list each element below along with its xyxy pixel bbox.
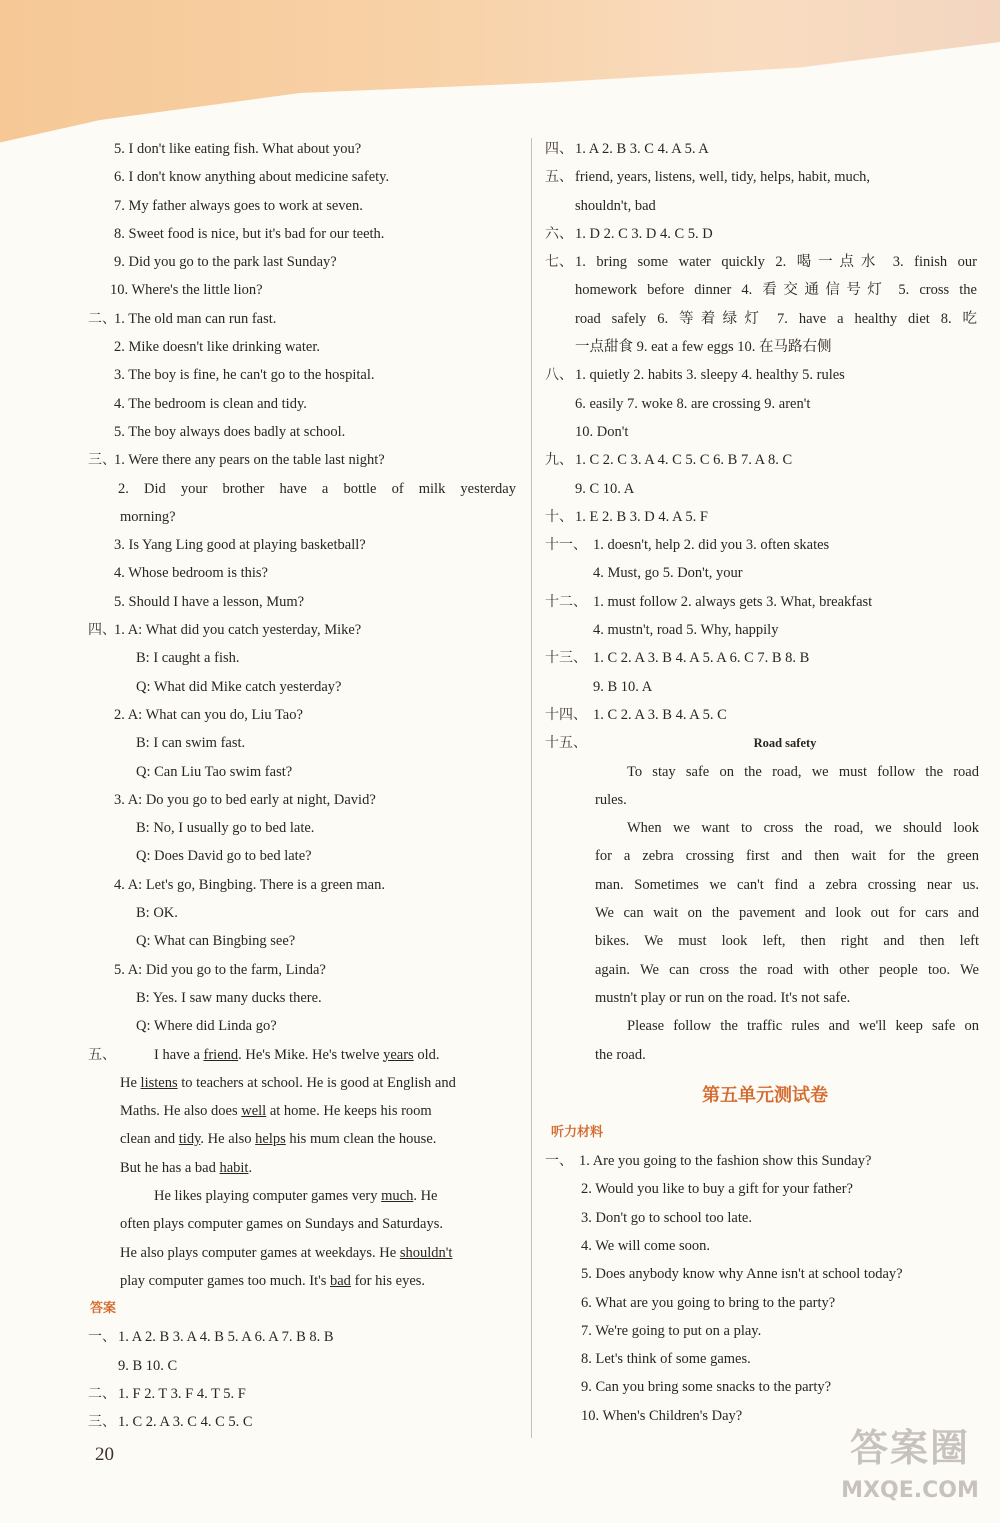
dialogue-question: Q: What did Mike catch yesterday? <box>136 678 342 695</box>
listening-item: 3. Don't go to school too late. <box>581 1209 752 1226</box>
header-banner <box>0 0 1000 150</box>
dialogue-line: 2. A: What can you do, Liu Tao? <box>114 706 303 723</box>
dialogue-line: 1. A: What did you catch yesterday, Mike? <box>114 622 362 639</box>
section-marker: 三、 <box>88 1414 116 1431</box>
passage-line: play computer games too much. It's bad for his eyes. <box>120 1272 426 1289</box>
answer-row: homework before dinner 4. 看交通信号灯 5. cross the <box>575 282 977 299</box>
answer-word: helps <box>255 1131 286 1148</box>
answer-word: tidy <box>178 1131 201 1148</box>
sentence-item: morning? <box>120 508 176 525</box>
sentence-item: 10. Where's the little lion? <box>110 282 263 299</box>
dialogue-question: Q: Does David go to bed late? <box>136 848 312 865</box>
answer-row: road safely 6. 等着绿灯 7. have a healthy diet 8. 吃 <box>575 310 977 327</box>
sentence-item: 1. Were there any pears on the table last night? <box>114 452 385 469</box>
answer-row: 1. must follow 2. always gets 3. What, breakfast <box>593 593 873 610</box>
sentence-item: 3. The boy is fine, he can't go to the hospital. <box>114 367 375 384</box>
section-marker: 八、 <box>545 367 573 384</box>
answer-word: listens <box>140 1074 178 1091</box>
passage-line: He listens to teachers at school. He is good at English and <box>120 1074 456 1091</box>
sentence-item: 7. My father always goes to work at seven. <box>114 197 363 214</box>
essay-line: Please follow the traffic rules and we'll keep safe on <box>627 1018 979 1035</box>
passage-line: He likes playing computer games very much. He <box>154 1187 438 1204</box>
answer-row: 1. E 2. B 3. D 4. A 5. F <box>575 508 708 525</box>
sentence-item: 5. Should I have a lesson, Mum? <box>114 593 305 610</box>
essay-line: We can wait on the pavement and look out for cars and <box>595 905 979 922</box>
section-marker: 四、 <box>545 141 573 157</box>
dialogue-line: B: I caught a fish. <box>136 650 240 667</box>
answer-row: shouldn't, bad <box>575 197 656 214</box>
essay-line: bikes. We must look left, then right and then left <box>595 933 979 950</box>
section-marker: 六、 <box>545 225 573 242</box>
dialogue-line: 5. A: Did you go to the farm, Linda? <box>114 961 326 978</box>
answer-row: 9. B 10. C <box>118 1357 178 1374</box>
right-column <box>545 135 985 1430</box>
answer-row: 9. B 10. A <box>593 678 653 695</box>
answer-row: 1. C 2. C 3. A 4. C 5. C 6. B 7. A 8. C <box>575 452 793 469</box>
sentence-item: 3. Is Yang Ling good at playing basketball? <box>114 537 366 554</box>
section-marker: 五、 <box>88 1046 116 1063</box>
answer-row: 1. C 2. A 3. B 4. A 5. C <box>593 706 727 723</box>
passage-line: often plays computer games on Sundays and Saturdays. <box>120 1216 443 1233</box>
section-marker: 三、 <box>88 452 116 469</box>
essay-line: the road. <box>595 1046 646 1063</box>
essay-line: When we want to cross the road, we should look <box>627 820 979 837</box>
unit-title: 第五单元测试卷 <box>702 1084 828 1106</box>
column-divider <box>531 138 532 1438</box>
sentence-item: 6. I don't know anything about medicine safety. <box>114 169 390 186</box>
listening-item: 8. Let's think of some games. <box>581 1351 751 1368</box>
sentence-item: 1. The old man can run fast. <box>114 310 277 327</box>
dialogue-line: 4. A: Let's go, Bingbing. There is a green man. <box>114 876 385 893</box>
section-marker: 十一、 <box>545 537 587 554</box>
essay-line: man. Sometimes we can't find a zebra crossing near us. <box>595 876 979 893</box>
answer-row: 1. quietly 2. habits 3. sleepy 4. healthy 5. rules <box>575 367 845 384</box>
watermark-url: MXQE.COM <box>841 1478 979 1503</box>
passage-line: I have a friend. He's Mike. He's twelve years old. <box>154 1046 440 1063</box>
essay-line: again. We can cross the road with other people too. We <box>595 961 979 978</box>
sentence-item: 2. Mike doesn't like drinking water. <box>114 339 320 356</box>
essay-line: rules. <box>595 791 627 808</box>
answer-row: 1. bring some water quickly 2. 喝一点水 3. finish our <box>575 254 977 271</box>
answer-label: 答案 <box>90 1301 117 1317</box>
answer-word: shouldn't <box>399 1244 453 1261</box>
answer-word: well <box>241 1103 267 1120</box>
answer-row: 6. easily 7. woke 8. are crossing 9. aren't <box>575 395 811 412</box>
answer-row: 9. C 10. A <box>575 480 635 497</box>
sentence-item: 4. Whose bedroom is this? <box>114 565 268 582</box>
passage-line: But he has a bad habit. <box>120 1159 253 1176</box>
listening-item: 1. Are you going to the fashion show this Sunday? <box>579 1153 872 1170</box>
essay-line: To stay safe on the road, we must follow the road <box>627 763 979 780</box>
section-marker: 五、 <box>545 169 573 186</box>
sentence-item: 4. The bedroom is clean and tidy. <box>114 395 307 412</box>
answer-word: bad <box>330 1272 351 1289</box>
dialogue-line: B: OK. <box>136 905 178 922</box>
answer-row: 1. C 2. A 3. B 4. A 5. A 6. C 7. B 8. B <box>593 650 810 667</box>
answer-word: habit <box>219 1159 249 1176</box>
section-marker: 二、 <box>88 310 116 327</box>
answer-word: years <box>383 1046 414 1063</box>
listening-item: 5. Does anybody know why Anne isn't at school today? <box>581 1266 903 1283</box>
answer-word: much <box>381 1187 414 1204</box>
section-marker: 十四、 <box>545 706 587 723</box>
dialogue-line: B: No, I usually go to bed late. <box>136 820 315 837</box>
passage-line: Maths. He also does well at home. He keeps his room <box>120 1103 432 1120</box>
answer-row: 10. Don't <box>575 423 629 440</box>
answer-row: 4. Must, go 5. Don't, your <box>593 565 743 582</box>
section-marker: 十二、 <box>545 593 587 610</box>
listening-item: 6. What are you going to bring to the party? <box>581 1294 836 1311</box>
sentence-item: 8. Sweet food is nice, but it's bad for our teeth. <box>114 225 385 242</box>
answer-row: 1. doesn't, help 2. did you 3. often skates <box>593 537 830 554</box>
section-marker: 二、 <box>88 1386 116 1403</box>
passage-line: He also plays computer games at weekdays. He shouldn't <box>120 1244 453 1261</box>
essay-line: for a zebra crossing first and then wait for the green <box>595 848 979 865</box>
answer-word: friend <box>203 1046 239 1063</box>
essay-line: mustn't play or run on the road. It's not safe. <box>595 989 851 1006</box>
answer-row: 1. D 2. C 3. D 4. C 5. D <box>575 225 713 242</box>
answer-row: 1. A 2. B 3. A 4. B 5. A 6. A 7. B 8. B <box>118 1329 334 1346</box>
passage-line: clean and tidy. He also helps his mum clean the house. <box>120 1131 437 1148</box>
dialogue-line: 3. A: Do you go to bed early at night, David? <box>114 791 376 808</box>
answer-row: 1. A 2. B 3. C 4. A 5. A <box>575 141 709 157</box>
answer-row: 4. mustn't, road 5. Why, happily <box>593 622 779 639</box>
section-marker: 四、 <box>88 622 116 639</box>
answer-row: 1. F 2. T 3. F 4. T 5. F <box>118 1386 246 1403</box>
listening-item: 4. We will come soon. <box>581 1237 711 1254</box>
watermark-text: 答案圈 <box>849 1426 970 1470</box>
page-number: 20 <box>95 1444 114 1465</box>
section-marker: 十三、 <box>545 650 587 667</box>
listening-item: 7. We're going to put on a play. <box>581 1322 762 1339</box>
section-marker: 九、 <box>545 452 573 469</box>
dialogue-question: Q: What can Bingbing see? <box>136 933 296 950</box>
listening-item: 2. Would you like to buy a gift for your father? <box>581 1181 853 1198</box>
sentence-item: 2. Did your brother have a bottle of milk yesterday <box>118 480 516 497</box>
watermark-logo <box>835 1420 985 1520</box>
sentence-item: 5. The boy always does badly at school. <box>114 423 346 440</box>
listening-label: 听力材料 <box>551 1124 604 1140</box>
sentence-item: 5. I don't like eating fish. What about you? <box>114 141 362 157</box>
section-marker: 一、 <box>545 1153 573 1170</box>
answer-row: 一点甜食 9. eat a few eggs 10. 在马路右侧 <box>575 339 832 356</box>
sentence-item: 9. Did you go to the park last Sunday? <box>114 254 337 271</box>
dialogue-question: Q: Where did Linda go? <box>136 1018 277 1035</box>
section-marker: 一、 <box>88 1329 116 1346</box>
dialogue-line: B: I can swim fast. <box>136 735 246 752</box>
listening-item: 9. Can you bring some snacks to the party? <box>581 1379 832 1396</box>
answer-row: 1. C 2. A 3. C 4. C 5. C <box>118 1414 253 1431</box>
answer-row: friend, years, listens, well, tidy, helps, habit, much, <box>575 169 871 186</box>
section-marker: 十五、 <box>545 735 587 752</box>
listening-item: 10. When's Children's Day? <box>581 1407 743 1424</box>
section-marker: 七、 <box>545 254 573 271</box>
essay-title: Road safety <box>753 736 817 751</box>
section-marker: 十、 <box>545 508 573 525</box>
dialogue-line: B: Yes. I saw many ducks there. <box>136 989 322 1006</box>
dialogue-question: Q: Can Liu Tao swim fast? <box>136 763 293 780</box>
left-column <box>88 135 528 1437</box>
